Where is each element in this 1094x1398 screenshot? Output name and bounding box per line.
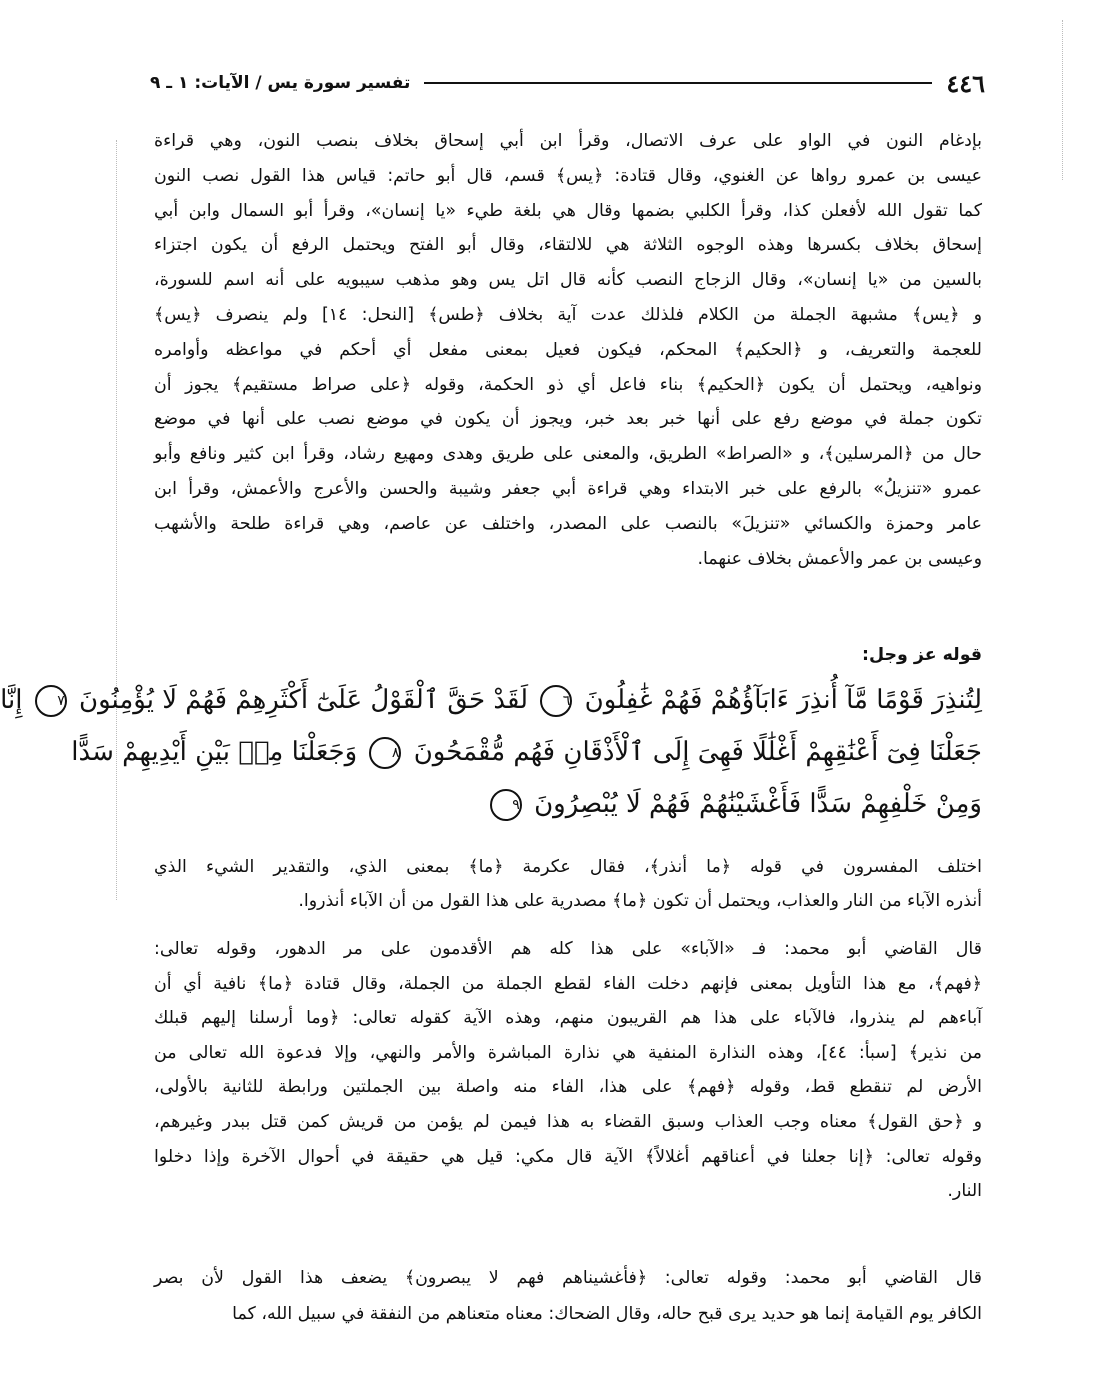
- verse-text: لِتُنذِرَ قَوْمًا مَّآ أُنذِرَ ءَابَآؤُهُمْ فَهُمْ غَٰفِلُونَ: [584, 685, 982, 715]
- text-line: للعجمة والتعريف، و ﴿الحكيم﴾ المحكم، فيكون فعيل بمعنى مفعل أي أحكم في مواعظه وأوامره: [154, 339, 982, 360]
- commentary-paragraph: [154, 850, 982, 918]
- text-line: وعيسى بن عمر والأعمش بخلاف عنهما.: [697, 548, 982, 569]
- text-line: و ﴿يس﴾ مشبهة الجملة من الكلام فلذلك عدت آية بخلاف ﴿طس﴾ [النحل: ١٤] ولم ينصرف ﴿يس﴾: [154, 304, 982, 325]
- text-line: عمرو «تنزيلُ» بالرفع على خبر الابتداء وهي قراءة أبي جعفر وشيبة والحسن والأعرج والأعمش، وقرأ ابن: [154, 478, 982, 499]
- commentary-paragraph: [154, 1260, 982, 1332]
- text-line: وقوله تعالى: ﴿إنا جعلنا في أعناقهم أغلالاً﴾ الآية قال مكي: قيل هي حقيقة في أحوال الآخرة وإذا دخلوا: [154, 1146, 982, 1167]
- ayah-number-marker: ٦: [540, 685, 572, 717]
- text-line: النار.: [947, 1181, 982, 1202]
- margin-dotted-line: [1062, 20, 1063, 180]
- verse-text: لَقَدْ حَقَّ ٱلْقَوْلُ عَلَىٰٓ أَكْثَرِهِمْ فَهُمْ لَا يُؤْمِنُونَ: [78, 685, 529, 715]
- page-number: ٤٤٦: [946, 68, 985, 98]
- ayah-number-marker: ٩: [490, 789, 522, 821]
- verse-text: إِنَّا: [0, 685, 23, 715]
- text-line: بالسين من «يا إنسان»، وقال الزجاج النصب كأنه قال اتل يس وهو مذهب سيبويه على أنه اسم للسورة،: [154, 270, 982, 291]
- text-line: قال القاضي أبو محمد: فـ «الآباء» على هذا كله هم الأقدمون على مر الدهور، وقوله تعالى:: [154, 939, 982, 959]
- text-line: كما تقول الله لأفعلن كذا، وقرأ الكلبي بضمها وقال هي بلغة طيء «يا إنسان»، وقرأ أبو السمال وابن أبي: [154, 200, 982, 221]
- text-line: عامر وحمزة والكسائي «تنزيلَ» بالنصب على المصدر، واختلف عن عاصم، وهي قراءة طلحة والأشهب: [154, 513, 982, 534]
- text-line: عيسى بن عمرو رواها عن الغنوي، وقال قتادة: ﴿يس﴾ قسم، قال أبو حاتم: قياس هذا القول نصب النون: [154, 165, 982, 186]
- quran-line: [0, 674, 982, 726]
- verse-text: وَجَعَلْنَا مِنۢ بَيْنِ أَيْدِيهِمْ سَدًّا: [71, 737, 358, 767]
- text-line: ﴿فهم﴾، مع هذا التأويل بمعنى فإنهم دخلت الفاء لقطع الجملة من الجملة، وقال قتادة ﴿ما﴾ نافية أي أن: [154, 973, 982, 994]
- text-line: قال القاضي أبو محمد: وقوله تعالى: ﴿فأغشيناهم فهم لا يبصرون﴾ يضعف هذا القول لأن بصر: [154, 1268, 982, 1288]
- page-header: [150, 66, 985, 100]
- text-line: و ﴿حق القول﴾ معناه وجب العذاب وسبق القضاء به هذا فيمن لم يؤمن من قريش كمن قتل ببدر وغيرهم،: [154, 1111, 982, 1132]
- verse-text: جَعَلْنَا فِىٓ أَعْنَٰقِهِمْ أَغْلَٰلًا فَهِىَ إِلَى ٱلْأَذْقَانِ فَهُم مُّقْمَحُونَ: [413, 737, 982, 767]
- header-rule: [424, 82, 932, 84]
- commentary-paragraph: [154, 932, 982, 1209]
- running-title: تفسير سورة يس / الآيات: ١ ـ ٩: [150, 73, 411, 93]
- quran-line: [71, 726, 982, 778]
- ayah-number-marker: ٧: [35, 685, 67, 717]
- text-line: اختلف المفسرون في قوله ﴿ما أنذر﴾، فقال عكرمة ﴿ما﴾ بمعنى الذي، والتقدير الشيء الذي: [154, 857, 982, 877]
- ayah-number-marker: ٨: [369, 737, 401, 769]
- intro-paragraph: [154, 124, 982, 576]
- text-line: الكافر يوم القيامة إنما هو حديد يرى قبح حاله، وقال الضحاك: معناه متعناهم من النفقة في سبيل الله، كما: [232, 1304, 982, 1324]
- text-line: ونواهيه، ويحتمل أن يكون ﴿الحكيم﴾ بناء فاعل أي ذو الحكمة، وقوله ﴿على صراط مستقيم﴾ يجوز أن: [154, 374, 982, 395]
- margin-dotted-line: [116, 140, 117, 900]
- text-line: تكون جملة في موضع رفع على أنها خبر بعد خبر، ويجوز أن يكون في موضع نصب على أنها في موضع: [154, 409, 982, 430]
- text-line: آباءهم لم ينذروا، فالآباء على هذا هم القريبون منهم، وهذه الآية كقوله تعالى: ﴿وما أرسلنا إليهم قبلك: [154, 1008, 982, 1029]
- verse-text: وَمِنْ خَلْفِهِمْ سَدًّا فَأَغْشَيْنَٰهُمْ فَهُمْ لَا يُبْصِرُونَ: [534, 789, 982, 819]
- quran-line: [152, 778, 982, 830]
- text-line: بإدغام النون في الواو على عرف الاتصال، وقرأ ابن أبي إسحاق بخلاف بنصب النون، وهي قراءة: [154, 131, 982, 151]
- text-line: إسحاق بخلاف بكسرها وهذه الوجوه الثلاثة هي للالتقاء، وقال أبو الفتح ويحتمل الرفع أن يكون اجتزاء: [154, 235, 982, 256]
- quran-verses: [0, 674, 982, 830]
- verse-lead-in: قوله عز وجل:: [862, 645, 982, 665]
- text-line: حال من ﴿المرسلين﴾، و «الصراط» الطريق، والمعنى على طريق وهدى ومهيع رشاد، وقرأ ابن كثير ونافع وأبو: [154, 444, 982, 465]
- text-line: أنذره الآباء من النار والعذاب، ويحتمل أن تكون ﴿ما﴾ مصدرية على هذا القول من أن الآباء أنذروا.: [298, 891, 982, 911]
- text-line: الأرض لم تنقطع قط، وقوله ﴿فهم﴾ على هذا، الفاء منه واصلة بين الجملتين ورابطة للثانية بالأولى،: [154, 1077, 982, 1098]
- text-line: من نذير﴾ [سبأ: ٤٤]، وهذه النذارة المنفية هي نذارة المباشرة والأمر والنهي، وإلا فدعوة الله تعالى من: [154, 1042, 982, 1063]
